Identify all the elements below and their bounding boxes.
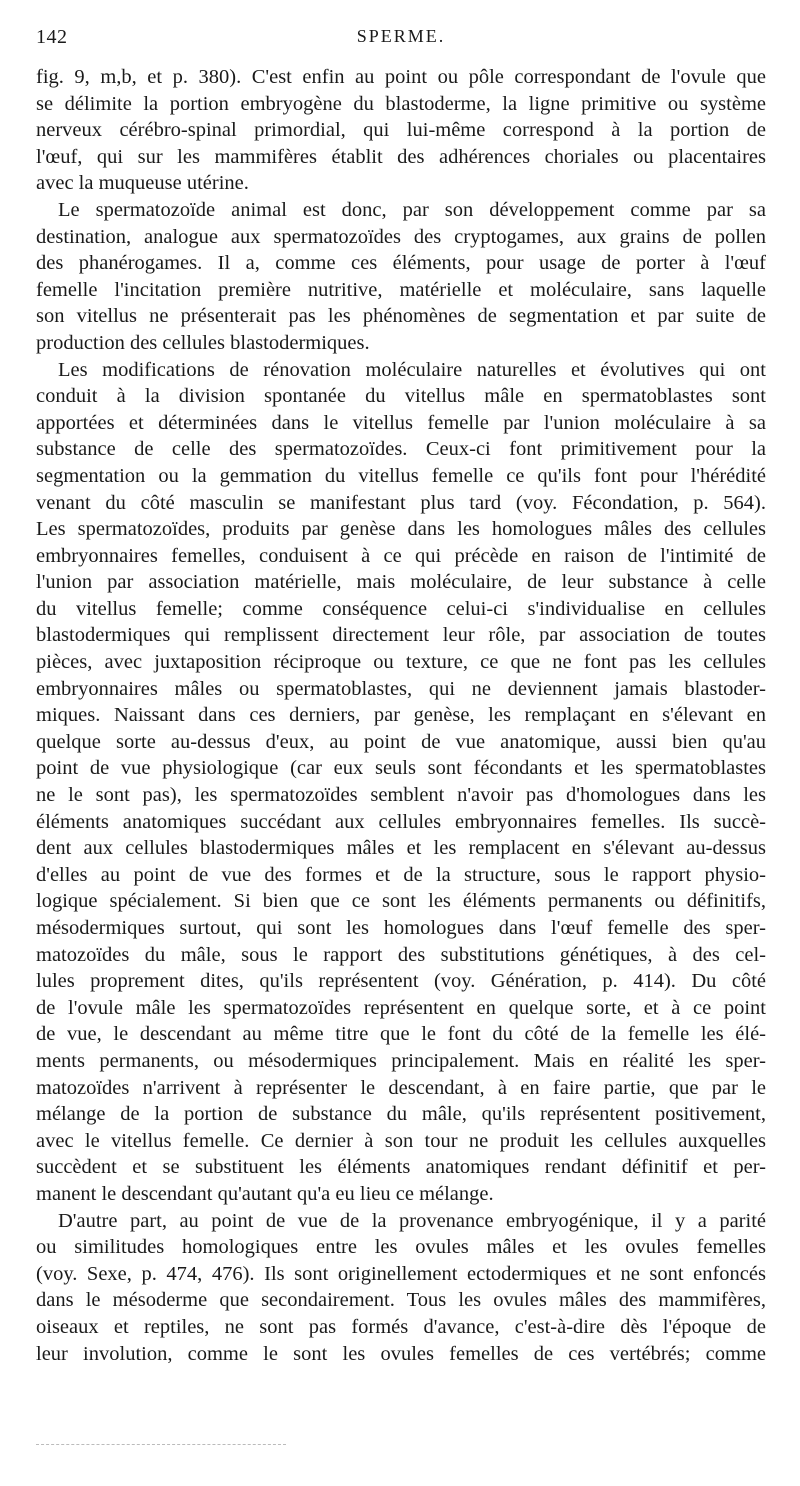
text-line: avec la muqueuse utérine. — [36, 172, 249, 195]
text-line: dans le mésoderme que secondairement. Tous les ovules mâles des mammifères, — [36, 1289, 766, 1312]
text-line: leur involution, comme le sont les ovules femelles de ces vertébrés; comme — [36, 1342, 766, 1365]
text-line: oiseaux et reptiles, ne sont pas formés d'avance, c'est-à-dire dès l'époque de — [36, 1315, 766, 1338]
text-line: ou similitudes homologiques entre les ovules mâles et les ovules femelles — [36, 1236, 766, 1259]
text-line: d'elles au point de vue des formes et de la structure, sous le rapport physio- — [36, 863, 766, 886]
text-line: de l'ovule mâle les spermatozoïdes représentent en quelque sorte, et à ce point — [36, 996, 766, 1019]
text-line: matozoïdes n'arrivent à représenter le descendant, à en faire partie, que par le — [36, 1076, 766, 1099]
text-line: Les modifications de rénovation moléculaire naturelles et évolutives qui ont — [58, 358, 766, 381]
text-line: point de vue physiologique (car eux seuls sont fécondants et les spermatoblastes — [36, 757, 766, 780]
footer-rule — [36, 1444, 286, 1445]
text-line: de vue, le descendant au même titre que le font du côté de la femelle les élé- — [36, 1023, 766, 1046]
text-line: dent aux cellules blastodermiques mâles et les remplacent en s'élevant au-dessus — [36, 837, 766, 860]
text-line: apportées et déterminées dans le vitellus femelle par l'union moléculaire à sa — [36, 411, 766, 434]
page-number: 142 — [36, 26, 68, 48]
text-line: segmentation ou la gemmation du vitellus femelle ce qu'ils font pour l'hérédité — [36, 464, 766, 487]
page-header — [36, 26, 766, 54]
text-line: conduit à la division spontanée du vitellus mâle en spermatoblastes sont — [36, 385, 766, 408]
text-line: son vitellus ne présenterait pas les phénomènes de segmentation et par suite de — [36, 305, 766, 328]
text-line: blastodermiques qui remplissent directement leur rôle, par association de toutes — [36, 624, 766, 647]
text-line: ments permanents, ou mésodermiques principalement. Mais en réalité les sper- — [36, 1049, 766, 1072]
text-line: D'autre part, au point de vue de la provenance embryogénique, il y a parité — [58, 1209, 766, 1232]
text-line: l'union par association matérielle, mais moléculaire, de leur substance à celle — [36, 571, 766, 594]
text-line: (voy. Sexe, p. 474, 476). Ils sont originellement ectodermiques et ne sont enfoncés — [36, 1262, 766, 1285]
text-line: succèdent et se substituent les éléments anatomiques rendant définitif et per- — [36, 1156, 766, 1179]
text-line: destination, analogue aux spermatozoïdes des cryptogames, aux grains de pollen — [36, 225, 766, 248]
text-line: Les spermatozoïdes, produits par genèse dans les homologues mâles des cellules — [36, 518, 766, 541]
text-line: ne le sont pas), les spermatozoïdes semblent n'avoir pas d'homologues dans les — [36, 784, 766, 807]
text-line: l'œuf, qui sur les mammifères établit des adhérences choriales ou placentaires — [36, 145, 766, 168]
text-line: se délimite la portion embryogène du blastoderme, la ligne primitive ou système — [36, 92, 766, 115]
text-line: embryonnaires femelles, conduisent à ce qui précède en raison de l'intimité de — [36, 544, 766, 567]
text-line: substance de celle des spermatozoïdes. Ceux-ci font primitivement pour la — [36, 438, 766, 461]
text-line: matozoïdes du mâle, sous le rapport des substitutions génétiques, à des cel- — [36, 943, 766, 966]
text-line: lules proprement dites, qu'ils représentent (voy. Génération, p. 414). Du côté — [36, 970, 766, 993]
text-line: manent le descendant qu'autant qu'a eu lieu ce mélange. — [36, 1182, 494, 1205]
text-line: mélange de la portion de substance du mâle, qu'ils représentent positivement, — [36, 1103, 766, 1126]
text-line: femelle l'incitation première nutritive, matérielle et moléculaire, sans laquelle — [36, 278, 766, 301]
text-line: embryonnaires mâles ou spermatoblastes, qui ne deviennent jamais blastoder- — [36, 677, 766, 700]
text-line: logique spécialement. Si bien que ce sont les éléments permanents ou définitifs, — [36, 890, 766, 913]
text-line: avec le vitellus femelle. Ce dernier à son tour ne produit les cellules auxquelles — [36, 1129, 766, 1152]
running-title: SPERME. — [356, 26, 446, 46]
text-line: venant du côté masculin se manifestant plus tard (voy. Fécondation, p. 564). — [36, 491, 766, 514]
text-line: du vitellus femelle; comme conséquence celui-ci s'individualise en cellules — [36, 597, 766, 620]
body-text — [36, 64, 766, 1367]
text-line: nerveux cérébro-spinal primordial, qui lui-même correspond à la portion de — [36, 119, 766, 142]
text-line: Le spermatozoïde animal est donc, par son développement comme par sa — [58, 198, 766, 221]
text-line: miques. Naissant dans ces derniers, par genèse, les remplaçant en s'élevant en — [36, 704, 766, 727]
text-line: production des cellules blastodermiques. — [36, 331, 370, 354]
text-line: pièces, avec juxtaposition réciproque ou texture, ce que ne font pas les cellules — [36, 651, 766, 674]
text-line: des phanérogames. Il a, comme ces éléments, pour usage de porter à l'œuf — [36, 252, 766, 275]
text-line: mésodermiques surtout, qui sont les homologues dans l'œuf femelle des sper- — [36, 917, 766, 939]
text-line: quelque sorte au-dessus d'eux, au point de vue anatomique, aussi bien qu'au — [36, 730, 766, 753]
text-line: éléments anatomiques succédant aux cellules embryonnaires femelles. Ils succè- — [36, 810, 766, 833]
text-line: fig. 9, m,b, et p. 380). C'est enfin au point ou pôle correspondant de l'ovule que — [36, 66, 766, 88]
